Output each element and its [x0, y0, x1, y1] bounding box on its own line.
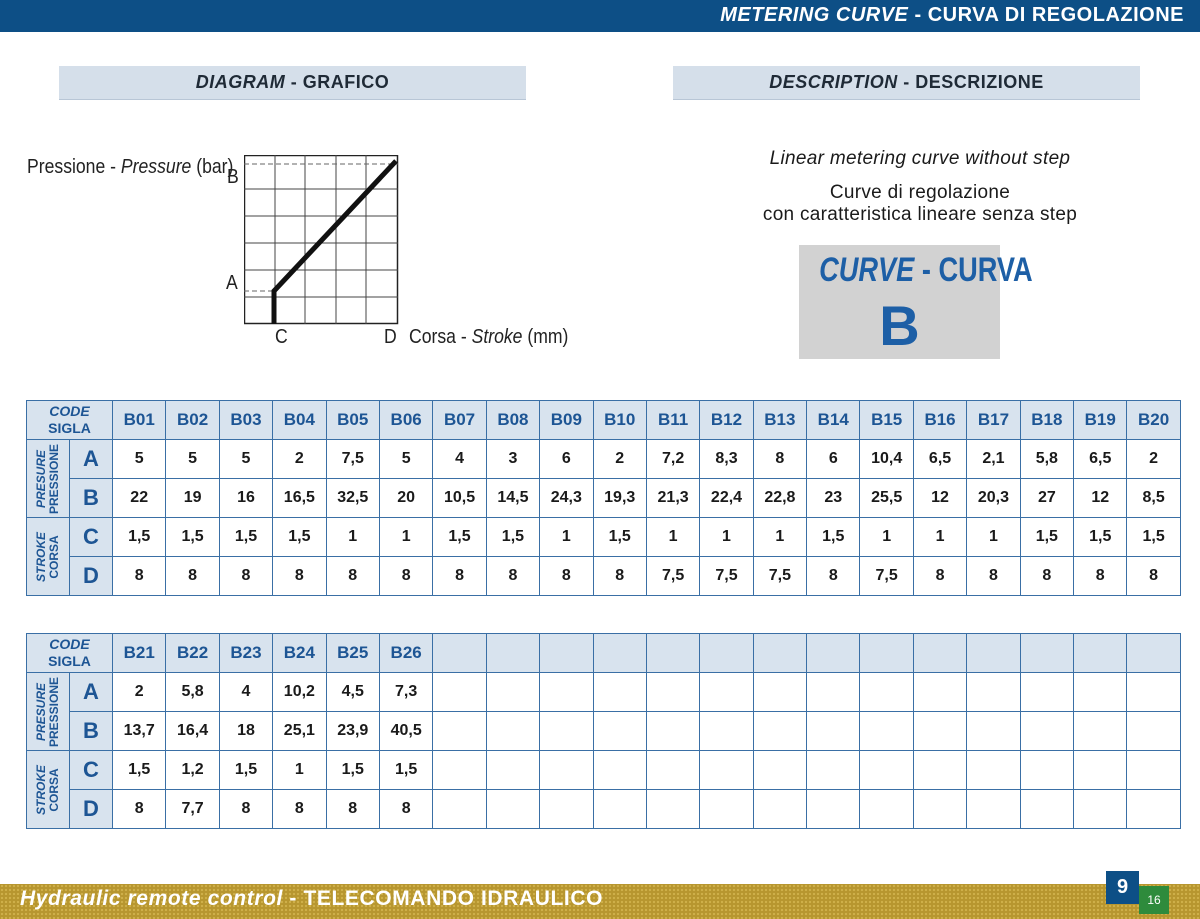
- x-axis-prefix: Corsa -: [409, 326, 472, 348]
- value-cell-a: 2: [1127, 440, 1180, 479]
- value-cell-d: 8: [113, 790, 166, 829]
- empty-cell: [540, 751, 593, 790]
- pressure-it: PRESSIONE: [47, 676, 61, 747]
- value-cell-a: 2: [593, 440, 646, 479]
- pressure-group-label: [27, 440, 70, 518]
- empty-cell: [913, 790, 966, 829]
- empty-cell: [486, 673, 539, 712]
- table-row-d: [27, 790, 1181, 829]
- value-cell-d: 8: [273, 557, 326, 596]
- value-cell-a: 5: [166, 440, 219, 479]
- point-d-label: D: [384, 326, 397, 348]
- page-title: [720, 4, 1184, 27]
- empty-cell: [540, 673, 593, 712]
- curve-en: CURVE: [819, 251, 915, 289]
- value-cell-b: 19: [166, 479, 219, 518]
- code-column-header: B21: [113, 634, 166, 673]
- empty-cell: [860, 673, 913, 712]
- value-cell-c: 1,5: [379, 751, 432, 790]
- empty-cell: [1020, 673, 1073, 712]
- value-cell-b: 25,1: [273, 712, 326, 751]
- value-cell-b: 21,3: [646, 479, 699, 518]
- code-column-header: B15: [860, 401, 913, 440]
- value-cell-c: 1: [753, 518, 806, 557]
- value-cell-a: 5: [379, 440, 432, 479]
- empty-cell: [753, 790, 806, 829]
- value-cell-a: 5: [219, 440, 272, 479]
- code-column-header: B02: [166, 401, 219, 440]
- value-cell-c: 1: [967, 518, 1020, 557]
- value-cell-c: 1: [646, 518, 699, 557]
- value-cell-a: 6: [540, 440, 593, 479]
- value-cell-d: 8: [379, 790, 432, 829]
- value-cell-c: 1,5: [166, 518, 219, 557]
- empty-cell: [1127, 751, 1180, 790]
- code-column-header: B11: [646, 401, 699, 440]
- empty-cell: [1074, 751, 1127, 790]
- value-cell-d: 8: [379, 557, 432, 596]
- code-column-header: B01: [113, 401, 166, 440]
- empty-cell: [433, 790, 486, 829]
- empty-cell: [1074, 673, 1127, 712]
- empty-cell: [860, 751, 913, 790]
- code-column-header: B19: [1074, 401, 1127, 440]
- row-label-d: D: [70, 790, 113, 829]
- code-column-header: B12: [700, 401, 753, 440]
- empty-cell: [807, 673, 860, 712]
- sigla-label: SIGLA: [48, 653, 91, 669]
- footer-title: [20, 887, 603, 911]
- code-column-header: B13: [753, 401, 806, 440]
- codes-table-2: [26, 633, 1181, 829]
- empty-header-cell: [753, 634, 806, 673]
- value-cell-b: 23: [807, 479, 860, 518]
- description-label-en: DESCRIPTION: [769, 72, 898, 92]
- empty-cell: [540, 790, 593, 829]
- value-cell-b: 27: [1020, 479, 1073, 518]
- value-cell-a: 5: [113, 440, 166, 479]
- empty-cell: [913, 751, 966, 790]
- diagram-label-separator: -: [290, 72, 298, 92]
- value-cell-c: 1,5: [219, 751, 272, 790]
- metering-curve-diagram: [244, 155, 400, 325]
- code-column-header: B20: [1127, 401, 1180, 440]
- value-cell-a: 5,8: [166, 673, 219, 712]
- title-it: CURVA DI REGOLAZIONE: [927, 4, 1184, 26]
- value-cell-a: 8: [753, 440, 806, 479]
- empty-cell: [807, 751, 860, 790]
- code-column-header: B16: [913, 401, 966, 440]
- empty-cell: [913, 673, 966, 712]
- y-axis-unit: (bar): [191, 156, 234, 178]
- empty-cell: [913, 712, 966, 751]
- value-cell-b: 20,3: [967, 479, 1020, 518]
- value-cell-d: 7,5: [646, 557, 699, 596]
- row-label-d: D: [70, 557, 113, 596]
- x-axis-italic: Stroke: [471, 326, 523, 348]
- code-label: CODE: [49, 636, 90, 652]
- value-cell-d: 8: [219, 557, 272, 596]
- pressure-en: PRESURE: [34, 449, 48, 508]
- value-cell-d: 8: [326, 557, 379, 596]
- value-cell-c: 1: [326, 518, 379, 557]
- row-label-c: C: [70, 518, 113, 557]
- value-cell-a: 3: [486, 440, 539, 479]
- empty-cell: [646, 673, 699, 712]
- footer-title-separator: -: [282, 887, 304, 910]
- point-b-label: B: [227, 166, 239, 188]
- value-cell-d: 8: [1020, 557, 1073, 596]
- value-cell-d: 8: [1127, 557, 1180, 596]
- description-label-separator: -: [903, 72, 910, 92]
- value-cell-b: 40,5: [379, 712, 432, 751]
- empty-header-cell: [486, 634, 539, 673]
- code-column-header: B24: [273, 634, 326, 673]
- stroke-it: CORSA: [47, 534, 61, 579]
- value-cell-d: 8: [967, 557, 1020, 596]
- empty-cell: [486, 712, 539, 751]
- empty-cell: [807, 790, 860, 829]
- row-label-b: B: [70, 479, 113, 518]
- code-column-header: B07: [433, 401, 486, 440]
- value-cell-d: 7,5: [700, 557, 753, 596]
- value-cell-d: 8: [273, 790, 326, 829]
- sigla-label: SIGLA: [48, 420, 91, 436]
- empty-cell: [646, 751, 699, 790]
- value-cell-c: 1,5: [273, 518, 326, 557]
- value-cell-b: 16,4: [166, 712, 219, 751]
- value-cell-a: 8,3: [700, 440, 753, 479]
- title-separator: -: [914, 4, 922, 26]
- row-label-a: A: [70, 440, 113, 479]
- empty-cell: [753, 712, 806, 751]
- stroke-en: STROKE: [34, 764, 48, 815]
- point-a-label: A: [226, 272, 238, 294]
- stroke-en: STROKE: [34, 531, 48, 582]
- table-row-d: [27, 557, 1181, 596]
- value-cell-b: 16: [219, 479, 272, 518]
- empty-cell: [860, 712, 913, 751]
- code-column-header: B04: [273, 401, 326, 440]
- value-cell-a: 7,5: [326, 440, 379, 479]
- empty-cell: [1020, 751, 1073, 790]
- value-cell-b: 19,3: [593, 479, 646, 518]
- value-cell-a: 10,2: [273, 673, 326, 712]
- footer-title-it: TELECOMANDO IDRAULICO: [303, 887, 604, 910]
- code-column-header: B09: [540, 401, 593, 440]
- value-cell-c: 1,5: [1020, 518, 1073, 557]
- table-row-a: [27, 440, 1181, 479]
- code-column-header: B08: [486, 401, 539, 440]
- value-cell-b: 23,9: [326, 712, 379, 751]
- empty-header-cell: [1020, 634, 1073, 673]
- stroke-it: CORSA: [47, 767, 61, 812]
- value-cell-b: 16,5: [273, 479, 326, 518]
- value-cell-d: 7,7: [166, 790, 219, 829]
- value-cell-b: 20: [379, 479, 432, 518]
- diagram-label-it: GRAFICO: [302, 72, 390, 92]
- value-cell-d: 8: [1074, 557, 1127, 596]
- value-cell-d: 8: [326, 790, 379, 829]
- empty-cell: [1020, 790, 1073, 829]
- value-cell-c: 1,5: [326, 751, 379, 790]
- value-cell-d: 8: [486, 557, 539, 596]
- value-cell-a: 4: [219, 673, 272, 712]
- empty-cell: [593, 751, 646, 790]
- value-cell-b: 8,5: [1127, 479, 1180, 518]
- value-cell-b: 13,7: [113, 712, 166, 751]
- code-column-header: B26: [379, 634, 432, 673]
- value-cell-c: 1,5: [1074, 518, 1127, 557]
- empty-cell: [593, 712, 646, 751]
- codes-table-1: [26, 400, 1181, 596]
- empty-header-cell: [860, 634, 913, 673]
- empty-header-cell: [433, 634, 486, 673]
- empty-cell: [593, 673, 646, 712]
- value-cell-c: 1,5: [113, 751, 166, 790]
- description-section-header: [673, 66, 1140, 100]
- code-column-header: B23: [219, 634, 272, 673]
- value-cell-b: 25,5: [860, 479, 913, 518]
- value-cell-d: 8: [593, 557, 646, 596]
- empty-header-cell: [1074, 634, 1127, 673]
- y-axis-italic: Pressure: [120, 156, 192, 178]
- empty-cell: [433, 673, 486, 712]
- empty-cell: [967, 751, 1020, 790]
- code-column-header: B18: [1020, 401, 1073, 440]
- value-cell-b: 32,5: [326, 479, 379, 518]
- y-axis-prefix: Pressione -: [27, 156, 121, 178]
- empty-cell: [433, 751, 486, 790]
- value-cell-a: 4,5: [326, 673, 379, 712]
- value-cell-c: 1: [860, 518, 913, 557]
- code-column-header: B03: [219, 401, 272, 440]
- empty-cell: [1074, 712, 1127, 751]
- row-label-c: C: [70, 751, 113, 790]
- code-column-header: B06: [379, 401, 432, 440]
- value-cell-c: 1: [379, 518, 432, 557]
- empty-header-cell: [540, 634, 593, 673]
- empty-cell: [1020, 712, 1073, 751]
- empty-cell: [1127, 673, 1180, 712]
- value-cell-a: 2: [273, 440, 326, 479]
- value-cell-c: 1: [913, 518, 966, 557]
- pressure-en: PRESURE: [34, 682, 48, 741]
- empty-cell: [753, 673, 806, 712]
- code-column-header: B22: [166, 634, 219, 673]
- value-cell-b: 18: [219, 712, 272, 751]
- empty-cell: [967, 790, 1020, 829]
- code-column-header: B17: [967, 401, 1020, 440]
- value-cell-b: 14,5: [486, 479, 539, 518]
- code-column-header: B25: [326, 634, 379, 673]
- value-cell-a: 7,3: [379, 673, 432, 712]
- table-row-c: [27, 518, 1181, 557]
- value-cell-b: 22,8: [753, 479, 806, 518]
- value-cell-c: 1,5: [486, 518, 539, 557]
- value-cell-a: 5,8: [1020, 440, 1073, 479]
- empty-header-cell: [646, 634, 699, 673]
- value-cell-c: 1,5: [433, 518, 486, 557]
- value-cell-b: 22: [113, 479, 166, 518]
- description-it-line1: Curve di regolazione: [829, 182, 1011, 203]
- curve-it: CURVA: [938, 251, 1033, 289]
- empty-cell: [967, 673, 1020, 712]
- empty-header-cell: [967, 634, 1020, 673]
- description-label-it: DESCRIZIONE: [915, 72, 1044, 92]
- code-header-cell: [27, 401, 113, 440]
- value-cell-c: 1,5: [219, 518, 272, 557]
- row-label-b: B: [70, 712, 113, 751]
- table-header-row: [27, 401, 1181, 440]
- value-cell-d: 8: [807, 557, 860, 596]
- value-cell-d: 8: [166, 557, 219, 596]
- empty-cell: [433, 712, 486, 751]
- diagram-section-header: [59, 66, 526, 100]
- value-cell-c: 1,5: [1127, 518, 1180, 557]
- value-cell-c: 1: [700, 518, 753, 557]
- value-cell-d: 7,5: [753, 557, 806, 596]
- value-cell-b: 10,5: [433, 479, 486, 518]
- empty-cell: [646, 712, 699, 751]
- page-number: 16: [1139, 886, 1169, 914]
- empty-header-cell: [700, 634, 753, 673]
- description-en: Linear metering curve without step: [769, 148, 1071, 169]
- value-cell-d: 8: [219, 790, 272, 829]
- table-row-c: [27, 751, 1181, 790]
- code-label: CODE: [49, 403, 90, 419]
- empty-cell: [700, 790, 753, 829]
- empty-cell: [967, 712, 1020, 751]
- title-en: METERING CURVE: [720, 4, 909, 26]
- value-cell-c: 1: [273, 751, 326, 790]
- code-column-header: B05: [326, 401, 379, 440]
- footer-title-en: Hydraulic remote control: [20, 887, 283, 910]
- value-cell-d: 7,5: [860, 557, 913, 596]
- table-header-row: [27, 634, 1181, 673]
- value-cell-b: 12: [913, 479, 966, 518]
- empty-header-cell: [593, 634, 646, 673]
- empty-cell: [486, 790, 539, 829]
- empty-cell: [1127, 790, 1180, 829]
- value-cell-a: 6,5: [1074, 440, 1127, 479]
- value-cell-a: 6,5: [913, 440, 966, 479]
- stroke-group-label: [27, 751, 70, 829]
- value-cell-a: 2,1: [967, 440, 1020, 479]
- y-axis-label: [27, 156, 233, 179]
- code-column-header: B10: [593, 401, 646, 440]
- description-it-line2: con caratteristica lineare senza step: [762, 204, 1078, 225]
- value-cell-b: 24,3: [540, 479, 593, 518]
- x-axis-unit: (mm): [522, 326, 569, 348]
- pressure-it: PRESSIONE: [47, 443, 61, 514]
- curve-type-badge: [799, 245, 1033, 359]
- empty-cell: [593, 790, 646, 829]
- value-cell-a: 6: [807, 440, 860, 479]
- value-cell-c: 1,5: [807, 518, 860, 557]
- empty-cell: [700, 712, 753, 751]
- empty-cell: [540, 712, 593, 751]
- value-cell-b: 12: [1074, 479, 1127, 518]
- value-cell-d: 8: [913, 557, 966, 596]
- value-cell-a: 10,4: [860, 440, 913, 479]
- value-cell-d: 8: [113, 557, 166, 596]
- table-row-b: [27, 712, 1181, 751]
- empty-header-cell: [1127, 634, 1180, 673]
- point-c-label: C: [275, 326, 288, 348]
- pressure-group-label: [27, 673, 70, 751]
- value-cell-c: 1,2: [166, 751, 219, 790]
- empty-cell: [1074, 790, 1127, 829]
- section-number-badge: 9: [1106, 871, 1139, 904]
- curve-separator: -: [914, 251, 939, 289]
- empty-cell: [753, 751, 806, 790]
- code-header-cell: [27, 634, 113, 673]
- value-cell-b: 22,4: [700, 479, 753, 518]
- empty-header-cell: [913, 634, 966, 673]
- table-row-b: [27, 479, 1181, 518]
- value-cell-c: 1,5: [113, 518, 166, 557]
- table-row-a: [27, 673, 1181, 712]
- stroke-group-label: [27, 518, 70, 596]
- empty-header-cell: [807, 634, 860, 673]
- empty-cell: [700, 751, 753, 790]
- diagram-label-en: DIAGRAM: [195, 72, 286, 92]
- value-cell-a: 2: [113, 673, 166, 712]
- empty-cell: [807, 712, 860, 751]
- value-cell-a: 7,2: [646, 440, 699, 479]
- x-axis-label: [409, 326, 568, 349]
- code-column-header: B14: [807, 401, 860, 440]
- curve-type-title: [819, 251, 1033, 290]
- empty-cell: [860, 790, 913, 829]
- value-cell-d: 8: [433, 557, 486, 596]
- curve-letter: B: [879, 294, 920, 357]
- row-label-a: A: [70, 673, 113, 712]
- value-cell-a: 4: [433, 440, 486, 479]
- value-cell-c: 1: [540, 518, 593, 557]
- empty-cell: [700, 673, 753, 712]
- empty-cell: [646, 790, 699, 829]
- value-cell-d: 8: [540, 557, 593, 596]
- empty-cell: [486, 751, 539, 790]
- empty-cell: [1127, 712, 1180, 751]
- value-cell-c: 1,5: [593, 518, 646, 557]
